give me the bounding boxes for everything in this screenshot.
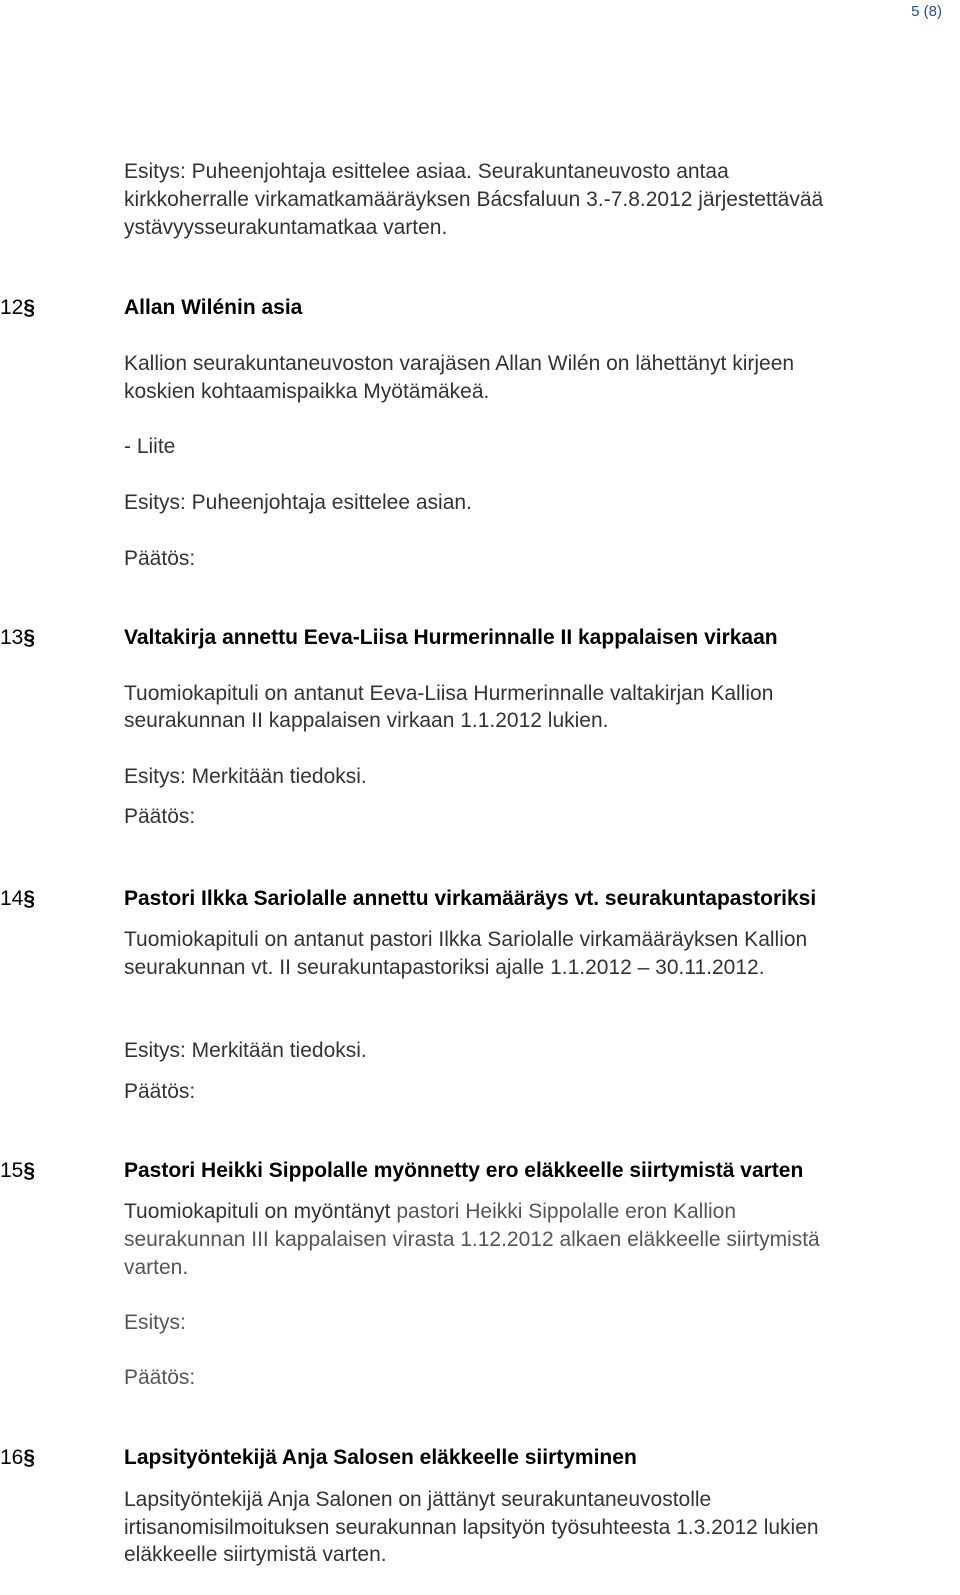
item-14-decision: Päätös: (124, 1080, 196, 1103)
item-12-body-line-1: Kallion seurakuntaneuvoston varajäsen Allan Wilén on lähettänyt kirjeen (124, 352, 795, 375)
item-16-body-line-3: eläkkeelle siirtymistä varten. (124, 1543, 387, 1566)
intro-line-2: kirkkoherralle virkamatkamääräyksen Bácsfaluun 3.-7.8.2012 järjestettävää (124, 188, 824, 211)
section-number: 13 (0, 626, 24, 649)
section-sign-icon: § (23, 1159, 36, 1182)
item-12-body-line-2: koskien kohtaamispaikka Myötämäkeä. (124, 380, 490, 403)
section-number-12 (0, 294, 35, 322)
item-12-proposal: Esitys: Puheenjohtaja esittelee asian. (124, 491, 472, 514)
item-15-decision: Päätös: (124, 1366, 196, 1389)
section-number-14 (0, 885, 35, 913)
intro-line-3: ystävyysseurakuntamatkaa varten. (124, 216, 448, 239)
item-15-body-line-1 (124, 1198, 736, 1226)
item-13-proposal: Esitys: Merkitään tiedoksi. (124, 765, 367, 788)
item-15-body-prefix: Tuomiokapituli on myöntänyt (124, 1200, 397, 1223)
item-16-body-line-2: irtisanomisilmoituksen seurakunnan lapsityön työsuhteesta 1.3.2012 lukien (124, 1516, 819, 1539)
item-12-title: Allan Wilénin asia (124, 296, 303, 319)
item-15-body-line-3: varten. (124, 1256, 189, 1279)
item-15-title: Pastori Heikki Sippolalle myönnetty ero eläkkeelle siirtymistä varten (124, 1159, 804, 1182)
item-15-body-rest: pastori Heikki Sippolalle eron Kallion (396, 1200, 737, 1223)
section-sign-icon: § (23, 626, 36, 649)
item-12-decision: Päätös: (124, 547, 196, 570)
item-14-body-line-2: seurakunnan vt. II seurakuntapastoriksi ajalle 1.1.2012 – 30.11.2012. (124, 956, 765, 979)
intro-line-1: Esitys: Puheenjohtaja esittelee asiaa. Seurakuntaneuvosto antaa (124, 160, 729, 183)
section-number-16 (0, 1444, 35, 1472)
item-15-proposal: Esitys: (124, 1311, 186, 1334)
section-sign-icon: § (23, 887, 36, 910)
section-sign-icon: § (23, 296, 36, 319)
section-number: 16 (0, 1446, 24, 1469)
section-number-15 (0, 1157, 35, 1185)
item-15-body-line-2: seurakunnan III kappalaisen virasta 1.12.2012 alkaen eläkkeelle siirtymistä (124, 1228, 820, 1251)
item-13-body-line-1: Tuomiokapituli on antanut Eeva-Liisa Hurmerinnalle valtakirjan Kallion (124, 682, 774, 705)
section-number: 14 (0, 887, 24, 910)
page-number: 5 (8) (911, 3, 942, 20)
section-number: 15 (0, 1159, 24, 1182)
item-16-title: Lapsityöntekijä Anja Salosen eläkkeelle siirtyminen (124, 1446, 637, 1469)
item-13-decision: Päätös: (124, 805, 196, 828)
section-number-13 (0, 624, 35, 652)
item-13-title: Valtakirja annettu Eeva-Liisa Hurmerinnalle II kappalaisen virkaan (124, 626, 778, 649)
item-12-attachment: - Liite (124, 435, 176, 458)
section-number: 12 (0, 296, 24, 319)
item-16-body-line-1: Lapsityöntekijä Anja Salonen on jättänyt seurakuntaneuvostolle (124, 1488, 712, 1511)
item-14-title: Pastori Ilkka Sariolalle annettu virkamääräys vt. seurakuntapastoriksi (124, 887, 817, 910)
section-sign-icon: § (23, 1446, 36, 1469)
item-14-proposal: Esitys: Merkitään tiedoksi. (124, 1039, 367, 1062)
item-14-body-line-1: Tuomiokapituli on antanut pastori Ilkka Sariolalle virkamääräyksen Kallion (124, 928, 808, 951)
item-13-body-line-2: seurakunnan II kappalaisen virkaan 1.1.2012 lukien. (124, 709, 609, 732)
